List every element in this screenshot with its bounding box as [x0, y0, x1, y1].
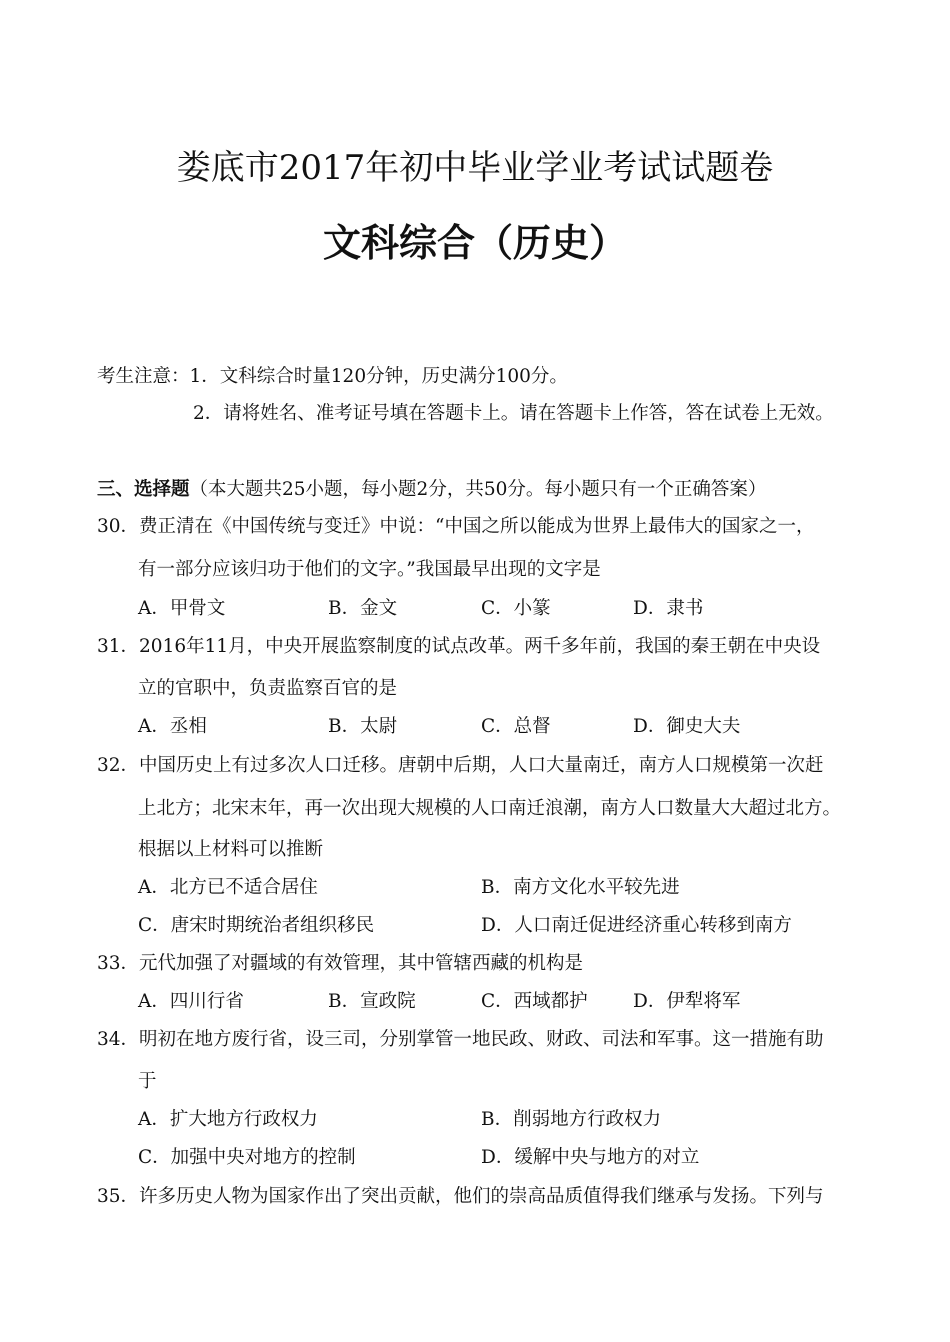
section-heading: 三、选择题	[97, 479, 190, 500]
question-31-option-a: A．丞相	[138, 716, 207, 737]
question-30-option-d: D．隶书	[633, 598, 704, 619]
question-30-line-1: 30．费正清在《中国传统与变迁》中说：“中国之所以能成为世界上最伟大的国家之一，	[97, 516, 815, 537]
question-34-option-c: C．加强中央对地方的控制	[138, 1147, 356, 1168]
section-heading-line	[97, 475, 766, 501]
question-33-option-c: C．西域都护	[481, 991, 588, 1012]
question-34-line-1: 34．明初在地方废行省，设三司，分别掌管一地民政、财政、司法和军事。这一措施有助	[97, 1029, 824, 1050]
question-30-line-2: 有一部分应该归功于他们的文字。”我国最早出现的文字是	[138, 559, 601, 580]
question-32-line-1: 32．中国历史上有过多次人口迁移。唐朝中后期，人口大量南迁，南方人口规模第一次赶	[97, 755, 824, 776]
question-34-option-a: A．扩大地方行政权力	[138, 1109, 318, 1130]
question-31-line-2: 立的官职中，负责监察百官的是	[138, 678, 398, 699]
question-32-option-b: B．南方文化水平较先进	[481, 877, 680, 898]
question-33-line-1: 33．元代加强了对疆域的有效管理，其中管辖西藏的机构是	[97, 953, 584, 974]
question-31-option-b: B．太尉	[328, 716, 398, 737]
section-note: （本大题共25小题，每小题2分，共50分。每小题只有一个正确答案）	[189, 479, 767, 500]
question-30-option-c: C．小篆	[481, 598, 551, 619]
question-32-line-3: 根据以上材料可以推断	[138, 839, 324, 860]
question-32-option-c: C．唐宋时期统治者组织移民	[138, 915, 375, 936]
question-33-option-a: A．四川行省	[138, 991, 244, 1012]
question-31-option-d: D．御史大夫	[633, 716, 741, 737]
exam-title: 娄底市2017年初中毕业学业考试试题卷	[176, 148, 774, 188]
question-33-option-b: B．宣政院	[328, 991, 416, 1012]
question-32-option-d: D．人口南迁促进经济重心转移到南方	[481, 915, 792, 936]
notice-line-1	[97, 362, 568, 388]
notice-item-2: 2．请将姓名、准考证号填在答题卡上。请在答题卡上作答，答在试卷上无效。	[193, 403, 834, 424]
question-33-option-d: D．伊犁将军	[633, 991, 741, 1012]
notice-item-1: 1．文科综合时量120分钟，历史满分100分。	[189, 366, 568, 387]
question-34-option-d: D．缓解中央与地方的对立	[481, 1147, 700, 1168]
question-30-option-a: A．甲骨文	[138, 598, 226, 619]
question-31-line-1: 31．2016年11月，中央开展监察制度的试点改革。两千多年前，我国的秦王朝在中央设	[97, 636, 821, 657]
notice-label: 考生注意：	[97, 366, 190, 387]
question-35-line-1: 35．许多历史人物为国家作出了突出贡献，他们的崇高品质值得我们继承与发扬。下列与	[97, 1186, 824, 1207]
question-30-option-b: B．金文	[328, 598, 398, 619]
question-34-line-2: 于	[138, 1071, 157, 1092]
question-34-option-b: B．削弱地方行政权力	[481, 1109, 662, 1130]
exam-subtitle: 文科综合（历史）	[322, 221, 627, 265]
question-31-option-c: C．总督	[481, 716, 551, 737]
question-32-option-a: A．北方已不适合居住	[138, 877, 318, 898]
question-32-line-2: 上北方；北宋末年，再一次出现大规模的人口南迁浪潮，南方人口数量大大超过北方。	[138, 798, 842, 819]
